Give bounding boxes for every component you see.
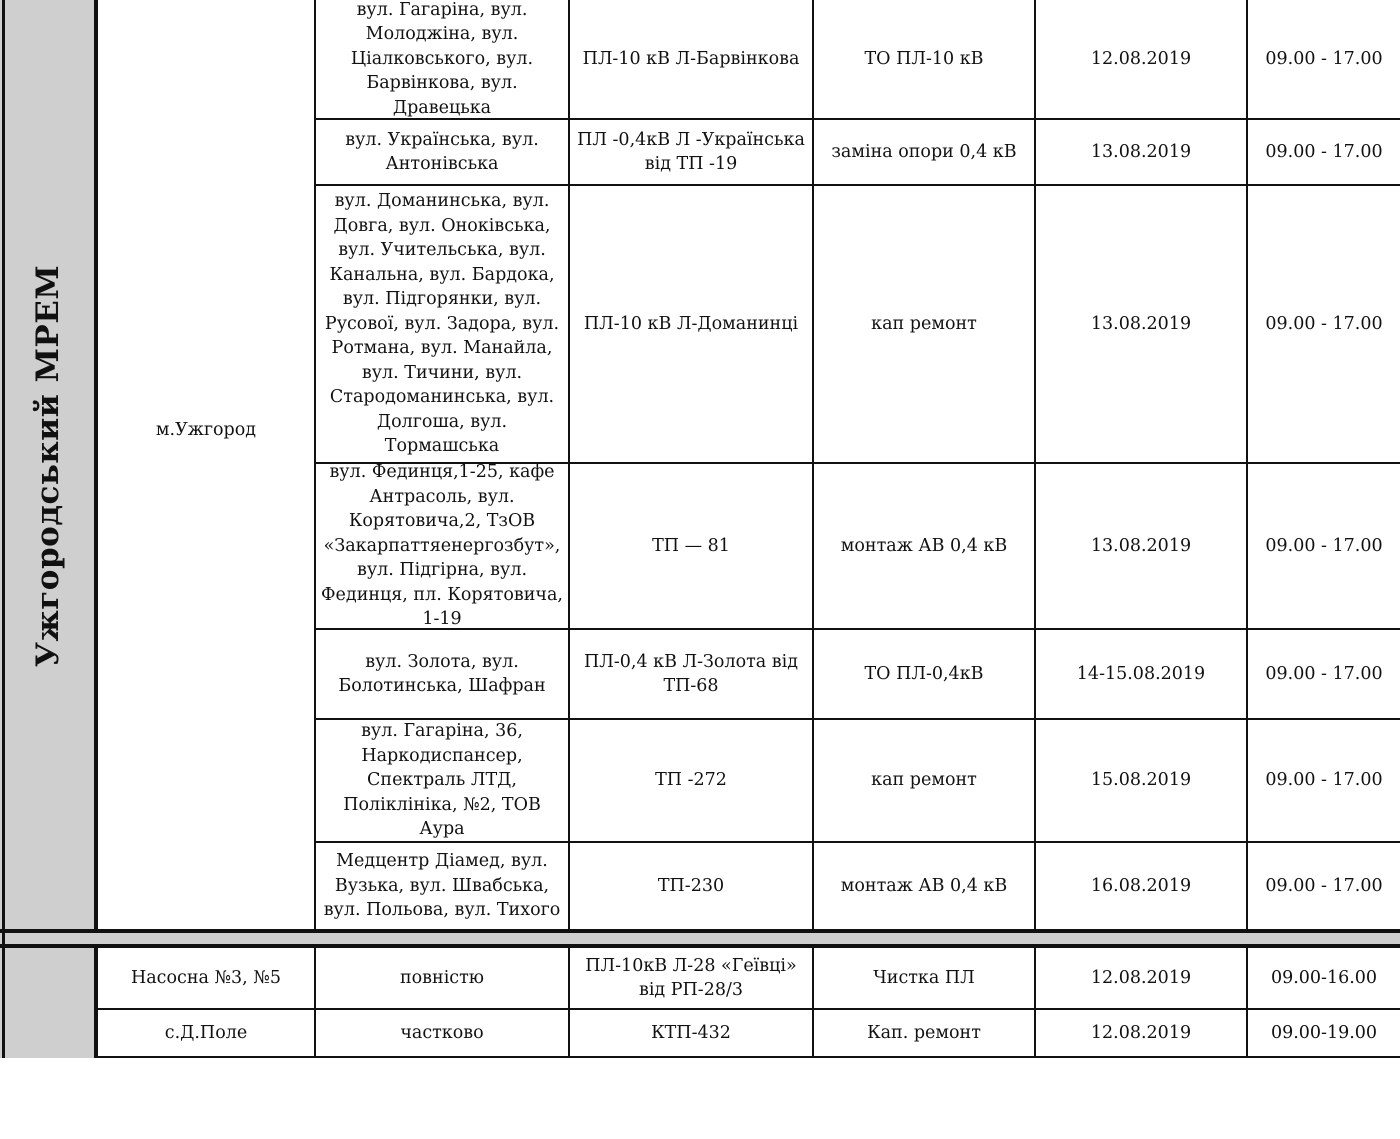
table-row-date: 15.08.2019 bbox=[1090, 770, 1192, 791]
table-row-streets: вул. Фединця,1-25, кафе Антрасоль, вул. Корятовича,2, ТзОВ «Закарпаттяенергозбут», вул. Підгірна, вул. Фединця, пл. Корятовича, 1-19 bbox=[321, 462, 563, 630]
table-row-work: ТО ПЛ-10 кВ bbox=[864, 48, 984, 69]
table-row-settlement: Насосна №3, №5 bbox=[130, 967, 281, 988]
table-row-date: 12.08.2019 bbox=[1090, 48, 1192, 69]
table-row-time: 09.00 - 17.00 bbox=[1265, 48, 1383, 69]
grid-line bbox=[0, 929, 1400, 933]
table-row-work: кап ремонт bbox=[871, 770, 977, 791]
table-row-time: 09.00 - 17.00 bbox=[1265, 875, 1383, 896]
table-row-object: ПЛ -0,4кВ Л -Українська від ТП -19 bbox=[577, 129, 805, 174]
second-section-label-column bbox=[0, 948, 97, 1058]
table-row-work: заміна опори 0,4 кВ bbox=[831, 141, 1017, 162]
table-row-work: монтаж АВ 0,4 кВ bbox=[840, 535, 1008, 556]
table-row-object: ПЛ-10 кВ Л-Доманинці bbox=[583, 313, 799, 334]
table-row-extent: частково bbox=[400, 1022, 484, 1043]
table-row-settlement: с.Д.Поле bbox=[164, 1022, 248, 1043]
table-row-object: ПЛ-10кВ Л-28 «Геївці» від РП-28/3 bbox=[585, 955, 797, 1000]
table-row-streets: вул. Золота, вул. Болотинська, Шафран bbox=[338, 651, 546, 696]
table-row-time: 09.00 - 17.00 bbox=[1265, 141, 1383, 162]
table-row-object: ТП -272 bbox=[655, 770, 727, 791]
table-row-work: Кап. ремонт bbox=[867, 1022, 981, 1043]
table-row-date: 13.08.2019 bbox=[1090, 141, 1192, 162]
table-row-streets: вул. Гагаріна, 36, Наркодиспансер, Спектраль ЛТД, Поліклініка, №2, ТОВ Аура bbox=[343, 721, 541, 840]
table-row-date: 13.08.2019 bbox=[1090, 535, 1192, 556]
table-row-time: 09.00 - 17.00 bbox=[1265, 535, 1383, 556]
table-row-work: монтаж АВ 0,4 кВ bbox=[840, 875, 1008, 896]
table-row-date: 13.08.2019 bbox=[1090, 313, 1192, 334]
table-row-time: 09.00-19.00 bbox=[1270, 1022, 1378, 1043]
table-row-date: 16.08.2019 bbox=[1090, 875, 1192, 896]
table-row-time: 09.00 - 17.00 bbox=[1265, 313, 1383, 334]
table-row-time: 09.00 - 17.00 bbox=[1265, 770, 1383, 791]
table-row-date: 12.08.2019 bbox=[1090, 1022, 1192, 1043]
section-title bbox=[0, 0, 97, 932]
table-row-object: КТП-432 bbox=[651, 1022, 731, 1043]
table-row-date: 12.08.2019 bbox=[1090, 967, 1192, 988]
table-row-time: 09.00 - 17.00 bbox=[1265, 663, 1383, 684]
table-row-object: ПЛ-10 кВ Л-Барвінкова bbox=[582, 48, 800, 69]
table-row-object: ТП-230 bbox=[657, 875, 725, 896]
table-row-object: ТП — 81 bbox=[652, 535, 730, 556]
table-row-streets: вул. Доманинська, вул. Довга, вул. Оноківська, вул. Учительська, вул. Канальна, вул. Бардока, вул. Підгорянки, вул. Русової, вул. Задора, вул. Ротмана, вул. Манайла, вул. Тичини, вул. Стародоманинська, вул. Долгоша, вул. Тормашська bbox=[324, 191, 560, 457]
table-row-work: кап ремонт bbox=[871, 313, 977, 334]
grid-line bbox=[2, 0, 5, 1058]
section-title-text: Ужгородський МРЕМ bbox=[30, 264, 67, 668]
settlement-name: м.Ужгород bbox=[155, 419, 257, 440]
table-row-date: 14-15.08.2019 bbox=[1076, 663, 1206, 684]
table-row-streets: Медцентр Діамед, вул. Вузька, вул. Швабська, вул. Польова, вул. Тихого bbox=[323, 851, 561, 921]
table-row-streets: вул. Українська, вул. Антонівська bbox=[345, 129, 539, 174]
table-row-time: 09.00-16.00 bbox=[1270, 967, 1378, 988]
settlement-cell bbox=[98, 0, 314, 860]
table-row-streets: вул. Гагаріна, вул. Молоджіна, вул. Ціалковського, вул. Барвінкова, вул. Дравецька bbox=[350, 0, 534, 118]
table-row-work: ТО ПЛ-0,4кВ bbox=[864, 663, 984, 684]
grid-line bbox=[96, 1056, 1400, 1058]
table-row-work: Чистка ПЛ bbox=[873, 967, 975, 988]
table-row-extent: повністю bbox=[399, 967, 485, 988]
table-row-object: ПЛ-0,4 кВ Л-Золота від ТП-68 bbox=[583, 651, 799, 696]
